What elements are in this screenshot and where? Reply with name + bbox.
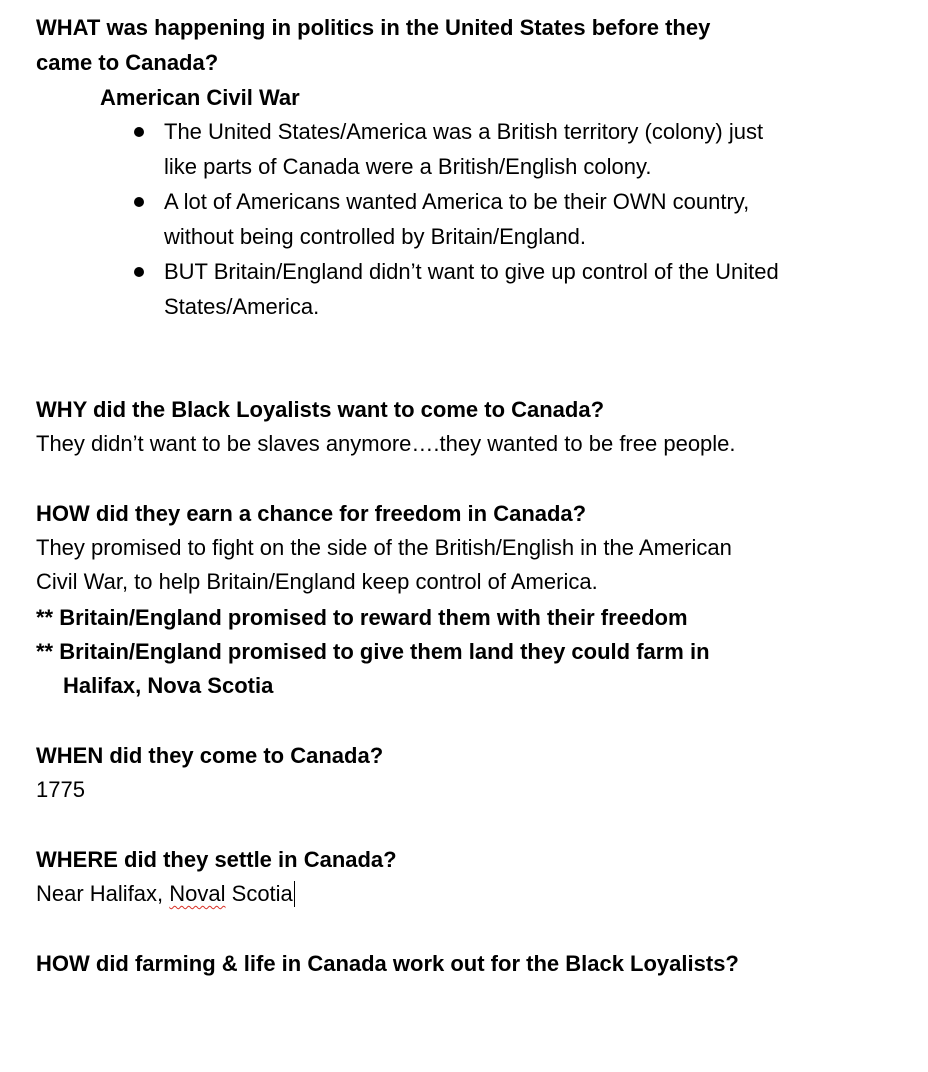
bullet-3-line2: States/America. bbox=[164, 294, 320, 319]
question-how-freedom: HOW did they earn a chance for freedom in Canada? bbox=[36, 501, 587, 526]
question-where: WHERE did they settle in Canada? bbox=[36, 847, 397, 872]
question-what-line2: came to Canada? bbox=[36, 50, 219, 75]
bullet-icon bbox=[134, 189, 148, 207]
bullet-2-line1: A lot of Americans wanted America to be their OWN country, bbox=[164, 189, 750, 214]
answer-where[interactable] bbox=[36, 881, 295, 907]
subheading-american-civil-war: American Civil War bbox=[100, 85, 300, 110]
note-land-line2: Halifax, Nova Scotia bbox=[63, 673, 274, 698]
answer-where-suffix: Scotia bbox=[225, 881, 293, 906]
question-when: WHEN did they come to Canada? bbox=[36, 743, 384, 768]
bullet-icon bbox=[134, 119, 148, 137]
bullet-1-line2: like parts of Canada were a British/English colony. bbox=[164, 154, 652, 179]
answer-how-line1: They promised to fight on the side of the British/English in the American bbox=[36, 535, 732, 560]
answer-how-line2: Civil War, to help Britain/England keep control of America. bbox=[36, 569, 598, 594]
note-land-line1: ** Britain/England promised to give them land they could farm in bbox=[36, 639, 710, 664]
answer-when: 1775 bbox=[36, 777, 85, 802]
question-what-line1: WHAT was happening in politics in the United States before they bbox=[36, 15, 711, 40]
bullet-1-line1: The United States/America was a British territory (colony) just bbox=[164, 119, 764, 144]
note-freedom-reward: ** Britain/England promised to reward them with their freedom bbox=[36, 605, 688, 630]
question-why: WHY did the Black Loyalists want to come to Canada? bbox=[36, 397, 605, 422]
bullet-2-line2: without being controlled by Britain/England. bbox=[164, 224, 586, 249]
answer-where-prefix: Near Halifax, bbox=[36, 881, 170, 906]
question-how-farming: HOW did farming & life in Canada work out for the Black Loyalists? bbox=[36, 951, 739, 976]
answer-why: They didn’t want to be slaves anymore….they wanted to be free people. bbox=[36, 431, 736, 456]
bullet-3-line1: BUT Britain/England didn’t want to give up control of the United bbox=[164, 259, 779, 284]
misspelled-word[interactable]: Noval bbox=[169, 881, 226, 906]
bullet-icon bbox=[134, 259, 148, 277]
text-cursor bbox=[294, 881, 295, 907]
